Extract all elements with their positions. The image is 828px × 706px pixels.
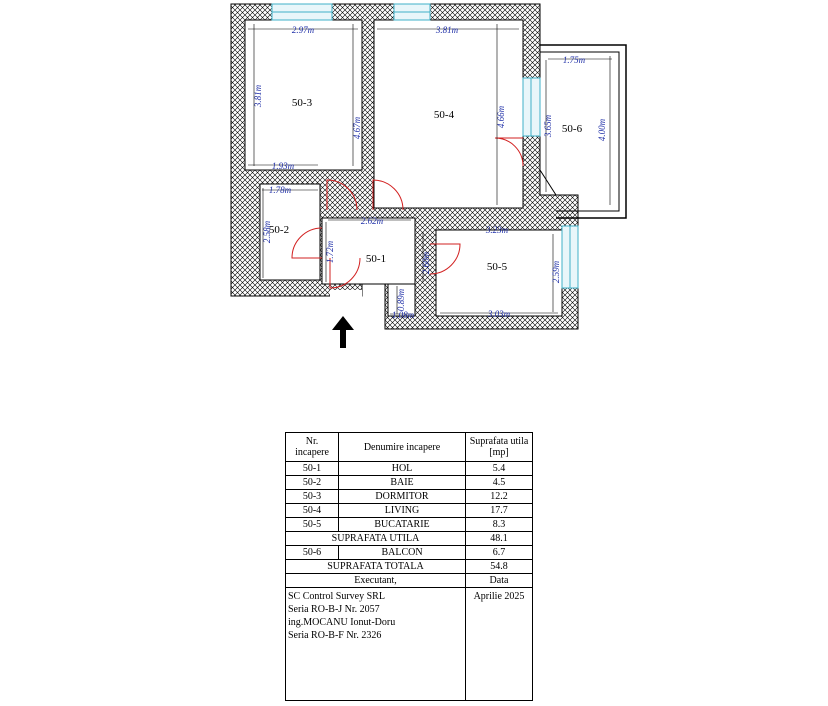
- room-label: 50-4: [433, 109, 455, 121]
- dimension-text: 0.89m: [396, 288, 406, 312]
- dimension-text: 1.72m: [325, 240, 335, 264]
- dimension-text: 2.97m: [291, 25, 315, 35]
- total-useful-label: SUPRAFATA UTILA: [286, 532, 466, 546]
- table-row: [286, 518, 533, 532]
- dimension-text: 1.93m: [271, 161, 295, 171]
- executant-label: Executant,: [286, 574, 466, 588]
- executant-line: SC Control Survey SRL: [288, 591, 385, 602]
- dimension-text: 2.62m: [360, 216, 384, 226]
- room-label: 50-5: [486, 261, 508, 273]
- cell-nr: 50-4: [286, 504, 339, 518]
- cell-area: 12.2: [466, 490, 533, 504]
- cell-area: 17.7: [466, 504, 533, 518]
- dimension-text: 1.08m: [391, 310, 415, 320]
- table-header-row: [286, 433, 533, 462]
- dimension-text: 2.58m: [262, 220, 272, 244]
- cell-area: 8.3: [466, 518, 533, 532]
- up-arrow-icon: [332, 316, 354, 348]
- cell-name: DORMITOR: [339, 490, 466, 504]
- cell-name: HOL: [339, 462, 466, 476]
- dimension-text: 1.75m: [562, 55, 586, 65]
- cell-area: 6.7: [466, 546, 533, 560]
- date-label: Data: [466, 574, 533, 588]
- total-useful-value: 48.1: [466, 532, 533, 546]
- table-row: [286, 476, 533, 490]
- cell-nr: 50-1: [286, 462, 339, 476]
- dimension-text: 4.67m: [352, 116, 362, 140]
- total-row: [286, 560, 533, 574]
- executant-line: Seria RO-B-J Nr. 2057: [288, 604, 380, 615]
- executant-header-row: [286, 574, 533, 588]
- cell-nr: 50-6: [286, 546, 339, 560]
- dimension-text: 4.66m: [496, 105, 506, 129]
- executant-line: ing.MOCANU Ionut-Doru: [288, 617, 396, 628]
- dimension-text: 4.00m: [597, 118, 607, 142]
- cell-name: BALCON: [339, 546, 466, 560]
- room-label: 50-6: [561, 123, 583, 135]
- cell-area: 4.5: [466, 476, 533, 490]
- room-label: 50-1: [365, 253, 387, 265]
- dimension-text: 3.65m: [543, 114, 553, 138]
- table-row: [286, 462, 533, 476]
- room-label: 50-2: [268, 224, 290, 236]
- cell-area: 5.4: [466, 462, 533, 476]
- cell-nr: 50-5: [286, 518, 339, 532]
- dimension-text: 3.03m: [487, 309, 511, 319]
- dimension-text: 3.23m: [485, 225, 509, 235]
- header-nr: Nr. incapere: [286, 433, 339, 462]
- dimension-text: 3.81m: [435, 25, 459, 35]
- table-row: [286, 504, 533, 518]
- date-value: Aprilie 2025: [466, 588, 533, 701]
- cell-nr: 50-2: [286, 476, 339, 490]
- executant-line: Seria RO-B-F Nr. 2326: [288, 630, 382, 641]
- total-value: 54.8: [466, 560, 533, 574]
- executant-details: [286, 588, 466, 701]
- table-row: [286, 490, 533, 504]
- executant-body-row: [286, 588, 533, 701]
- cell-name: LIVING: [339, 504, 466, 518]
- header-name: Denumire incapere: [339, 433, 466, 462]
- dimension-text: 3.81m: [253, 84, 263, 108]
- total-label: SUPRAFATA TOTALA: [286, 560, 466, 574]
- table-row: [286, 546, 533, 560]
- cell-name: BUCATARIE: [339, 518, 466, 532]
- header-area: Suprafata utila [mp]: [466, 433, 533, 462]
- dimension-text: 2.59m: [551, 260, 561, 284]
- dimension-text: 2.60m: [421, 251, 431, 275]
- cell-name: BAIE: [339, 476, 466, 490]
- area-table: [285, 432, 533, 701]
- dimension-text: 1.78m: [268, 185, 292, 195]
- room-label: 50-3: [291, 97, 313, 109]
- total-useful-row: [286, 532, 533, 546]
- cell-nr: 50-3: [286, 490, 339, 504]
